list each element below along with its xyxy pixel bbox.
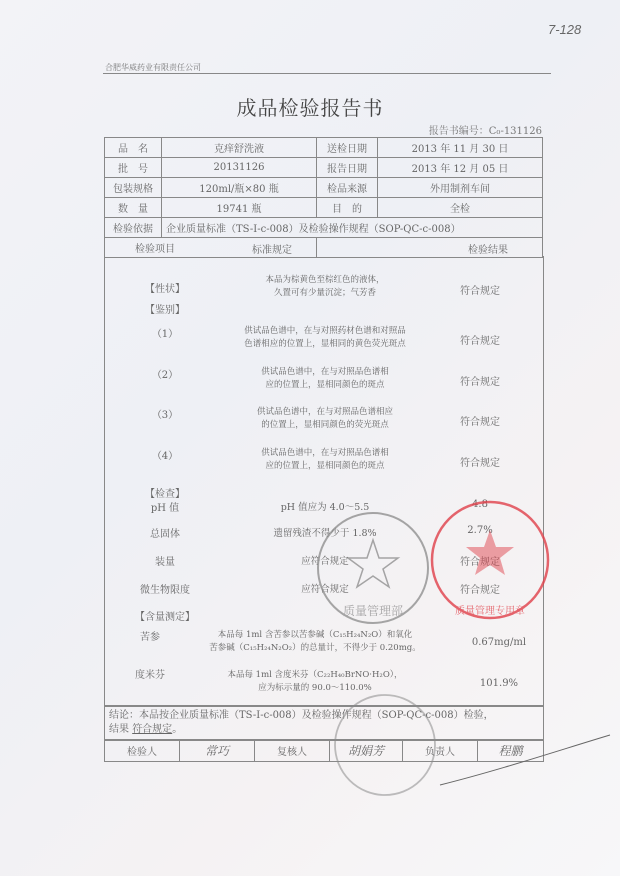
conclusion-suffix: 。	[172, 724, 183, 735]
id1-standard	[205, 325, 445, 351]
fill-result: 符合规定	[460, 557, 500, 568]
microbe-result: 符合规定	[460, 585, 500, 596]
ph-result: 4.8	[472, 499, 488, 510]
std-line: 应为标示量的 90.0～110.0%	[258, 683, 372, 693]
source-value: 外用制剂车间	[378, 178, 543, 198]
id2-item: （2）	[151, 370, 179, 381]
purpose-value: 全检	[378, 198, 543, 218]
std-line: 本品每 1ml 含苦参以苦参碱（C₁₅H₂₄N₂O）和氧化	[217, 630, 413, 640]
inspector-label: 检验人	[105, 740, 180, 762]
section-appearance: 【性状】	[145, 284, 185, 295]
domiphen-item: 度米芬	[135, 670, 165, 681]
info-table	[104, 137, 543, 258]
id2-result: 符合规定	[460, 377, 500, 388]
conclusion	[104, 705, 544, 741]
section-inspection: 【检查】	[145, 489, 185, 500]
company-name: 合肥华威药业有限责任公司	[105, 63, 201, 72]
id4-item: （4）	[151, 451, 179, 462]
domiphen-standard	[185, 669, 445, 695]
fill-item: 装量	[155, 557, 175, 568]
inspector-signature: 常巧	[180, 740, 255, 762]
header-standard: 标准规定	[252, 245, 292, 256]
id1-result: 符合规定	[460, 336, 500, 347]
id3-standard	[205, 406, 445, 432]
domiphen-result: 101.9%	[479, 678, 519, 689]
svg-text:质量管理部: 质量管理部	[342, 604, 404, 618]
id3-item: （3）	[151, 410, 179, 421]
std-line: 本品每 1ml 含度米芬（C₂₂H₄₀BrNO·H₂O），	[227, 670, 403, 680]
report-date-label: 报告日期	[317, 158, 378, 178]
std-line: 苦参碱（C₁₅H₂₄N₂O₂）的总量计，不得少于 0.20mg。	[209, 643, 421, 653]
id4-result: 符合规定	[460, 458, 500, 469]
source-label: 检品来源	[317, 178, 378, 198]
std-line: 供试品色谱中，在与对照药材色谱和对照品	[244, 326, 406, 336]
page-number: 7-128	[548, 22, 582, 37]
basis-label: 检验依据	[105, 218, 162, 238]
std-line: 应的位置上，显相同颜色的斑点	[265, 380, 385, 390]
std-line: 久置可有少量沉淀；气芳香	[273, 288, 376, 298]
solids-result: 2.7%	[467, 525, 493, 536]
id2-standard	[205, 366, 445, 392]
header-result: 检验结果	[468, 245, 508, 256]
spec-label: 包装规格	[105, 178, 162, 198]
microbe-item: 微生物限度	[140, 585, 190, 596]
std-line: 应的位置上，显相同颜色的斑点	[265, 461, 385, 471]
section-identification: 【鉴别】	[145, 305, 185, 316]
report-number: 报告书编号：C₀-131126	[428, 126, 542, 137]
spec-value: 120ml/瓶×80 瓶	[162, 178, 317, 198]
section-assay: 【含量测定】	[135, 612, 195, 623]
solids-standard: 遗留残渣不得少于 1.8%	[273, 528, 377, 539]
std-line: 供试品色谱中，在与对照品色谱相	[261, 448, 389, 458]
svg-text:质量管理专用章: 质量管理专用章	[455, 606, 525, 617]
conclusion-line2	[105, 723, 543, 737]
appearance-result: 符合规定	[460, 286, 500, 297]
purpose-label: 目 的	[317, 198, 378, 218]
solids-item: 总固体	[150, 529, 180, 540]
submit-date-label: 送检日期	[317, 138, 378, 158]
std-line: 供试品色谱中，在与对照品色谱相	[261, 367, 389, 377]
header-item: 检验项目	[105, 238, 317, 258]
ph-item: pH 值	[150, 503, 180, 514]
kushen-standard	[185, 629, 445, 655]
std-line: 色谱相应的位置上，显相同的黄色荧光斑点	[244, 339, 406, 349]
header-standard-result	[252, 238, 543, 258]
conclusion-prefix: 结果	[109, 724, 129, 735]
product-value: 克痒舒洗液	[162, 138, 317, 158]
std-line: 供试品色谱中，在与对照品色谱相应	[256, 407, 393, 417]
basis-value: 企业质量标准（TS-I-c-008）及检验操作规程（SOP-QC-c-008）	[162, 218, 543, 238]
conclusion-value: 符合规定	[132, 724, 173, 735]
batch-value: 20131126	[162, 158, 317, 178]
appearance-standard	[205, 274, 445, 300]
ph-standard: pH 值应为 4.0～5.5	[280, 502, 370, 513]
header-divider	[103, 73, 551, 74]
id3-result: 符合规定	[460, 417, 500, 428]
reviewer-label: 复核人	[255, 740, 330, 762]
submit-date-value: 2013 年 11 月 30 日	[378, 138, 543, 158]
qty-label: 数 量	[105, 198, 162, 218]
signature-table	[104, 739, 544, 762]
batch-label: 批 号	[105, 158, 162, 178]
report-date-value: 2013 年 12 月 05 日	[378, 158, 543, 178]
product-label: 品 名	[105, 138, 162, 158]
std-line: 的位置上，显相同颜色的荧光斑点	[261, 420, 389, 430]
document-title: 成品检验报告书	[236, 96, 384, 120]
responsible-signature: 程鹏	[478, 740, 544, 762]
fill-standard: 应符合规定	[301, 556, 349, 567]
kushen-result: 0.67mg/ml	[471, 637, 527, 648]
results-body	[104, 256, 544, 707]
microbe-standard: 应符合规定	[301, 584, 349, 595]
reviewer-signature: 胡娟芳	[330, 740, 403, 762]
std-line: 本品为棕黄色至棕红色的液体，	[265, 275, 385, 285]
conclusion-line1: 结论：本品按企业质量标准（TS-I-c-008）及检验操作规程（SOP-QC-c-008）检验，	[109, 710, 494, 721]
id1-item: （1）	[151, 329, 179, 340]
id4-standard	[205, 447, 445, 473]
qty-value: 19741 瓶	[162, 198, 317, 218]
kushen-item: 苦参	[140, 632, 160, 643]
responsible-label: 负责人	[403, 740, 478, 762]
